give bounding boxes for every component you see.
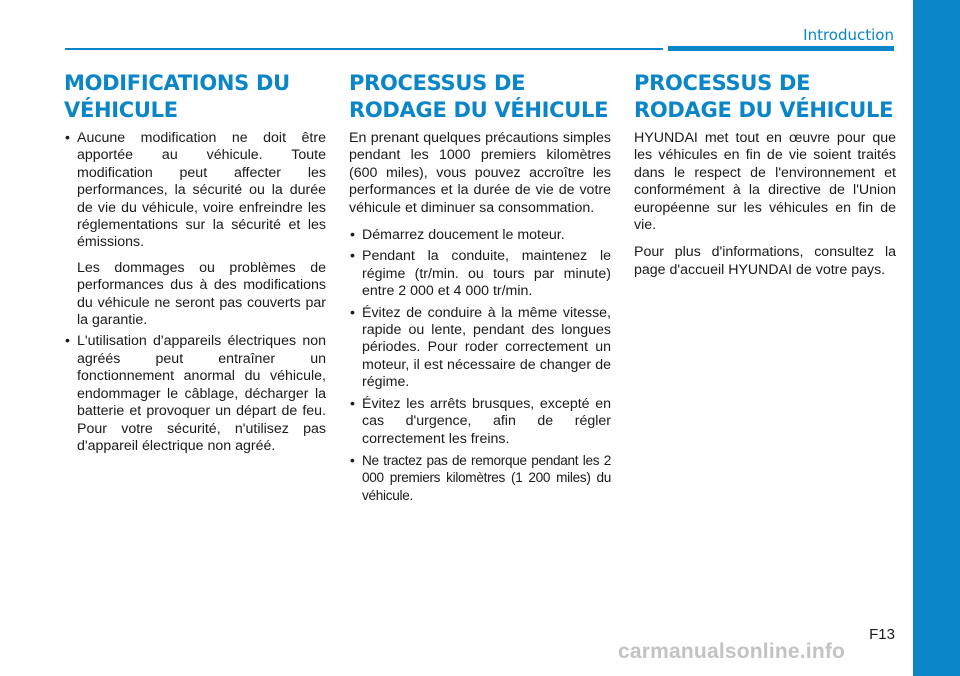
column-break-in-process <box>349 70 611 508</box>
list-item-note: Les dommages ou problèmes de performances dus à des modifications du véhicule ne seront pas couverts par la garantie. <box>77 259 326 329</box>
list-item-text: Démarrez doucement le moteur. <box>362 227 565 244</box>
list-item-text: Évitez de conduire à la même vitesse, rapide ou lente, pendant des longues périodes. Pour roder correctement un moteur, il est nécessaire de changer de régime. <box>362 304 611 391</box>
list-item <box>349 248 611 300</box>
list-item <box>349 305 611 392</box>
heading-end-of-life: PROCESSUS DE RODAGE DU VÉHICULE <box>634 71 894 122</box>
heading-vehicle-modifications: MODIFICATIONS DU VÉHICULE <box>64 71 290 122</box>
bullet-icon: • <box>350 452 355 468</box>
bullet-list <box>349 227 611 504</box>
bullet-icon: • <box>65 130 70 146</box>
heading-break-in-process: PROCESSUS DE RODAGE DU VÉHICULE <box>349 71 609 122</box>
page-number: F13 <box>869 626 895 643</box>
column-end-of-life <box>634 70 896 289</box>
column-vehicle-modifications <box>64 70 326 459</box>
paragraph: Pour plus d'informations, consultez la page d'accueil HYUNDAI de votre pays. <box>634 244 896 278</box>
list-item <box>349 227 611 244</box>
paragraph: HYUNDAI met tout en œuvre pour que les véhicules en fin de vie soient traités dans le respect de l'environnement et conformément à la directive de l'Union européenne sur les véhicules en fin de vie. <box>634 130 896 234</box>
list-item-text: Évitez les arrêts brusques, excepté en cas d'urgence, afin de régler correctement les freins. <box>362 395 611 447</box>
bullet-icon: • <box>350 304 355 321</box>
list-item <box>349 452 611 504</box>
header-rule-accent <box>668 46 894 51</box>
site-watermark: carmanualsonline.info <box>618 640 846 663</box>
bullet-icon: • <box>65 333 70 350</box>
section-header-title: Introduction <box>803 26 894 44</box>
bullet-icon: • <box>350 227 355 244</box>
header-rule <box>65 48 663 50</box>
list-item <box>349 396 611 448</box>
list-item-text: L'utilisation d'appareils électriques non agréés peut entraîner un fonctionnement anormal du véhicule, endommager le câblage, décharger la batterie et provoquer un départ de feu. Pour votre sécurité, n'utilisez pas d'appareil électrique non agréé. <box>77 333 326 454</box>
bullet-icon: • <box>350 248 355 265</box>
bullet-icon: • <box>350 395 355 412</box>
intro-paragraph: En prenant quelques précautions simples pendant les 1000 premiers kilomètres (600 miles), vous pouvez accroître les performances et la durée de vie de votre véhicule et diminuer sa consommation. <box>349 130 611 216</box>
list-item <box>64 130 326 329</box>
list-item-text: Pendant la conduite, maintenez le régime (tr/min. ou tours par minute) entre 2 000 et 4 000 tr/min. <box>362 248 611 300</box>
list-item-text: Ne tractez pas de remorque pendant les 2 000 premiers kilomètres (1 200 miles) du véhicule. <box>362 452 611 503</box>
list-item <box>64 333 326 455</box>
bullet-list <box>64 130 326 455</box>
chapter-side-tab <box>913 0 960 676</box>
list-item-text: Aucune modification ne doit être apportée au véhicule. Toute modification peut affecter les performances, la sécurité ou la durée de vie du véhicule, voire enfreindre les réglementations sur la sécurité et les émissions. <box>77 130 326 251</box>
